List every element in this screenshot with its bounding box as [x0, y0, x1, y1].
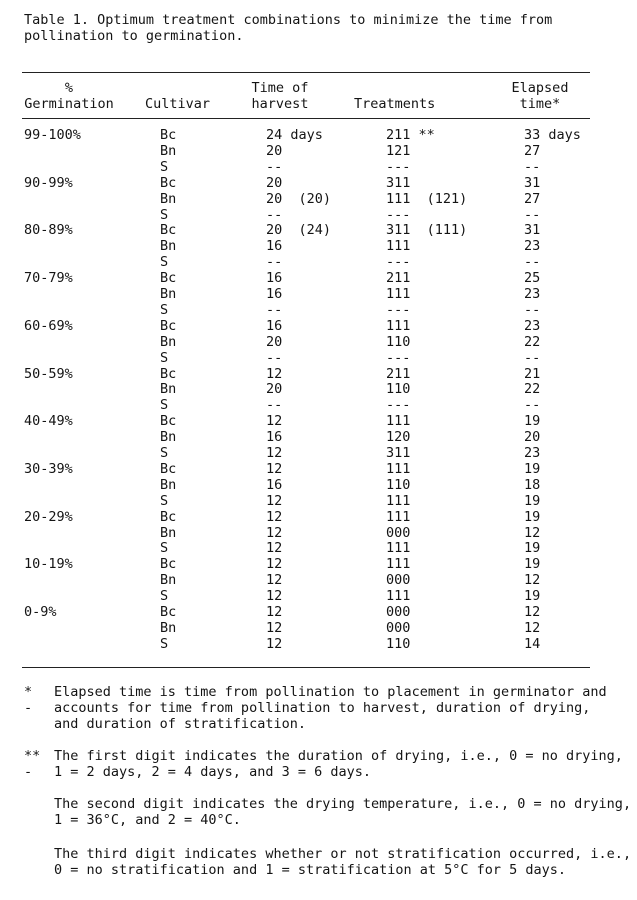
header-elapsed-line-1: Elapsed [511, 80, 569, 96]
cell-group: 70-79% [24, 270, 73, 287]
footnote-double-p1-line-1: The first digit indicates the duration of drying, i.e., 0 = no drying, [54, 748, 623, 764]
footnote-double-paragraph-2 [54, 796, 634, 828]
cell-harvest: 12 [266, 556, 283, 573]
cell-group: 10-19% [24, 556, 73, 573]
cell-cultivar: Bn [160, 429, 177, 446]
footnote-double-p2-line-2: 1 = 36°C, and 2 = 40°C. [54, 812, 241, 828]
cell-harvest: 12 [266, 365, 283, 382]
cell-cultivar: S [160, 349, 169, 366]
cell-harvest: 12 [266, 540, 283, 557]
footnote-single-line-2: accounts for time from pollination to harvest, duration of drying, [54, 700, 591, 716]
cell-elapsed: 12 [524, 604, 541, 620]
cell-group: 20-29% [24, 508, 73, 525]
cell-elapsed: 23 [524, 238, 541, 255]
cell-cultivar: Bn [160, 476, 177, 493]
cell-cultivar: Bn [160, 142, 177, 159]
cell-harvest: 20 [266, 174, 283, 191]
header-germination-line-1: % [64, 80, 74, 96]
cell-harvest: 12 [266, 635, 283, 652]
cell-treatment: 111 [386, 317, 411, 334]
cell-harvest: -- [266, 158, 283, 175]
cell-treatment: 110 [386, 333, 411, 350]
cell-elapsed: 19 [524, 540, 541, 557]
cell-elapsed: 27 [524, 142, 541, 159]
cell-cultivar: S [160, 445, 169, 461]
cell-elapsed: 12 [524, 572, 541, 589]
cell-harvest: -- [266, 397, 283, 414]
cell-cultivar: Bn [160, 286, 177, 302]
cell-harvest: 12 [266, 413, 283, 430]
cell-cultivar: S [160, 635, 169, 652]
cell-harvest: 16 [266, 270, 283, 287]
cell-treatment: 111 [386, 588, 411, 605]
cell-elapsed: 20 [524, 429, 541, 446]
footnote-double-paragraph-1 [54, 748, 634, 780]
cell-cultivar: S [160, 588, 169, 605]
cell-cultivar: Bc [160, 127, 177, 143]
cell-harvest: 16 [266, 238, 283, 255]
cell-harvest: 12 [266, 619, 283, 636]
header-treatments: Treatments [354, 96, 436, 112]
cell-treatment: 000 [386, 619, 411, 636]
cell-elapsed: -- [524, 158, 541, 175]
cell-elapsed: -- [524, 254, 541, 271]
cell-treatment: 120 [386, 429, 411, 446]
cell-elapsed: -- [524, 349, 541, 366]
cell-elapsed: 23 [524, 317, 541, 334]
header-elapsed-time [500, 80, 580, 112]
cell-treatment: 311 [386, 445, 411, 461]
cell-cultivar: Bn [160, 381, 177, 398]
header-germination-line-2: Germination [24, 96, 114, 112]
cell-harvest: 16 [266, 429, 283, 446]
cell-harvest: 12 [266, 508, 283, 525]
cell-harvest: 12 [266, 572, 283, 589]
cell-treatment: 110 [386, 381, 411, 398]
footnote-double-p1-line-2: 1 = 2 days, 2 = 4 days, and 3 = 6 days. [54, 764, 371, 780]
cell-treatment: 111 [386, 492, 411, 509]
cell-cultivar: S [160, 540, 169, 557]
cell-elapsed: 27 [524, 190, 541, 207]
cell-treatment: 311 (111) [386, 222, 468, 239]
cell-cultivar: Bc [160, 365, 177, 382]
cell-harvest: 24 days [266, 127, 323, 143]
cell-cultivar: Bc [160, 270, 177, 287]
cell-treatment: 111 [386, 556, 411, 573]
cell-cultivar: Bn [160, 524, 177, 541]
cell-group: 80-89% [24, 222, 73, 239]
footnote-single-line-3: and duration of stratification. [54, 716, 306, 732]
cell-group: 30-39% [24, 460, 73, 477]
cell-cultivar: Bc [160, 317, 177, 334]
top-rule [22, 72, 590, 73]
cell-cultivar: Bn [160, 238, 177, 255]
cell-treatment: 111 [386, 540, 411, 557]
cell-cultivar: Bc [160, 222, 177, 239]
header-elapsed-line-2: time* [519, 96, 561, 112]
cell-treatment: 111 [386, 508, 411, 525]
cell-harvest: 16 [266, 286, 283, 302]
cell-group: 0-9% [24, 604, 57, 620]
cell-treatment: 111 [386, 238, 411, 255]
cell-treatment: 000 [386, 524, 411, 541]
header-rule [22, 118, 590, 119]
footnote-double-paragraph-3 [54, 846, 634, 878]
cell-harvest: 16 [266, 476, 283, 493]
cell-elapsed: 14 [524, 635, 541, 652]
cell-treatment: 211 [386, 365, 411, 382]
cell-elapsed: 19 [524, 413, 541, 430]
header-cultivar: Cultivar [145, 96, 211, 112]
cell-elapsed: 23 [524, 445, 541, 461]
cell-treatment: 111 [386, 413, 411, 430]
cell-treatment: --- [386, 158, 411, 175]
footnote-single-line-1: Elapsed time is time from pollination to placement in germinator and [54, 684, 607, 700]
footnote-double-p3-line-1: The third digit indicates whether or not stratification occurred, i.e., [54, 846, 632, 862]
cell-elapsed: -- [524, 301, 541, 318]
cell-treatment: 211 [386, 270, 411, 287]
cell-cultivar: S [160, 492, 169, 509]
cell-elapsed: 12 [524, 619, 541, 636]
cell-treatment: --- [386, 397, 411, 414]
cell-cultivar: Bn [160, 333, 177, 350]
cell-elapsed: 31 [524, 222, 541, 239]
cell-treatment: 121 [386, 142, 411, 159]
cell-harvest: -- [266, 349, 283, 366]
cell-treatment: 211 ** [386, 127, 435, 143]
cell-harvest: 20 [266, 142, 283, 159]
cell-treatment: 311 [386, 174, 411, 191]
cell-harvest: 12 [266, 460, 283, 477]
cell-cultivar: S [160, 254, 169, 271]
header-time-line-2: harvest [251, 96, 309, 112]
cell-group: 60-69% [24, 317, 73, 334]
cell-cultivar: Bc [160, 413, 177, 430]
footnote-single-mark: * - [24, 684, 33, 716]
cell-cultivar: Bn [160, 619, 177, 636]
cell-harvest: 20 [266, 333, 283, 350]
cell-treatment: 000 [386, 604, 411, 620]
cell-elapsed: 19 [524, 492, 541, 509]
cell-treatment: 111 (121) [386, 190, 468, 207]
cell-elapsed: 12 [524, 524, 541, 541]
cell-elapsed: 23 [524, 286, 541, 302]
cell-elapsed: -- [524, 397, 541, 414]
cell-harvest: -- [266, 254, 283, 271]
cell-elapsed: 19 [524, 588, 541, 605]
header-time-line-1: Time of [251, 80, 309, 96]
cell-harvest: 20 (20) [266, 190, 332, 207]
cell-elapsed: 22 [524, 333, 541, 350]
cell-group: 40-49% [24, 413, 73, 430]
cell-cultivar: Bc [160, 556, 177, 573]
cell-elapsed: 19 [524, 460, 541, 477]
cell-harvest: 16 [266, 317, 283, 334]
cell-treatment: --- [386, 301, 411, 318]
cell-cultivar: S [160, 397, 169, 414]
cell-elapsed: 19 [524, 556, 541, 573]
cell-elapsed: 19 [524, 508, 541, 525]
cell-cultivar: Bn [160, 572, 177, 589]
cell-group: 90-99% [24, 174, 73, 191]
cell-cultivar: Bn [160, 190, 177, 207]
cell-group: 99-100% [24, 127, 81, 143]
caption-line-2: pollination to germination. [24, 28, 244, 44]
cell-elapsed: 18 [524, 476, 541, 493]
footnote-double-p3-line-2: 0 = no stratification and 1 = stratification at 5°C for 5 days. [54, 862, 567, 878]
cell-treatment: 111 [386, 286, 411, 302]
cell-elapsed: 25 [524, 270, 541, 287]
cell-cultivar: Bc [160, 460, 177, 477]
cell-harvest: 20 (24) [266, 222, 332, 239]
header-germination [24, 80, 114, 112]
cell-treatment: --- [386, 349, 411, 366]
cell-cultivar: S [160, 301, 169, 318]
cell-cultivar: S [160, 206, 169, 223]
cell-treatment: 110 [386, 476, 411, 493]
header-time-of-harvest [240, 80, 320, 112]
cell-group: 50-59% [24, 365, 73, 382]
cell-treatment: --- [386, 206, 411, 223]
cell-treatment: --- [386, 254, 411, 271]
cell-treatment: 000 [386, 572, 411, 589]
footnote-double-mark: ** - [24, 748, 41, 780]
cell-harvest: -- [266, 206, 283, 223]
cell-cultivar: S [160, 158, 169, 175]
cell-harvest: 12 [266, 588, 283, 605]
cell-elapsed: 22 [524, 381, 541, 398]
cell-harvest: 20 [266, 381, 283, 398]
bottom-rule [22, 667, 590, 668]
cell-harvest: 12 [266, 445, 283, 461]
cell-harvest: -- [266, 301, 283, 318]
cell-cultivar: Bc [160, 508, 177, 525]
cell-harvest: 12 [266, 492, 283, 509]
cell-harvest: 12 [266, 524, 283, 541]
footnote-double-p2-line-1: The second digit indicates the drying temperature, i.e., 0 = no drying, [54, 796, 632, 812]
cell-cultivar: Bc [160, 174, 177, 191]
cell-elapsed: 21 [524, 365, 541, 382]
caption-line-1: Table 1. Optimum treatment combinations to minimize the time from [24, 12, 553, 28]
cell-elapsed: -- [524, 206, 541, 223]
cell-treatment: 111 [386, 460, 411, 477]
cell-treatment: 110 [386, 635, 411, 652]
cell-cultivar: Bc [160, 604, 177, 620]
cell-elapsed: 33 days [524, 127, 581, 143]
cell-harvest: 12 [266, 604, 283, 620]
table-caption [24, 12, 552, 44]
cell-elapsed: 31 [524, 174, 541, 191]
